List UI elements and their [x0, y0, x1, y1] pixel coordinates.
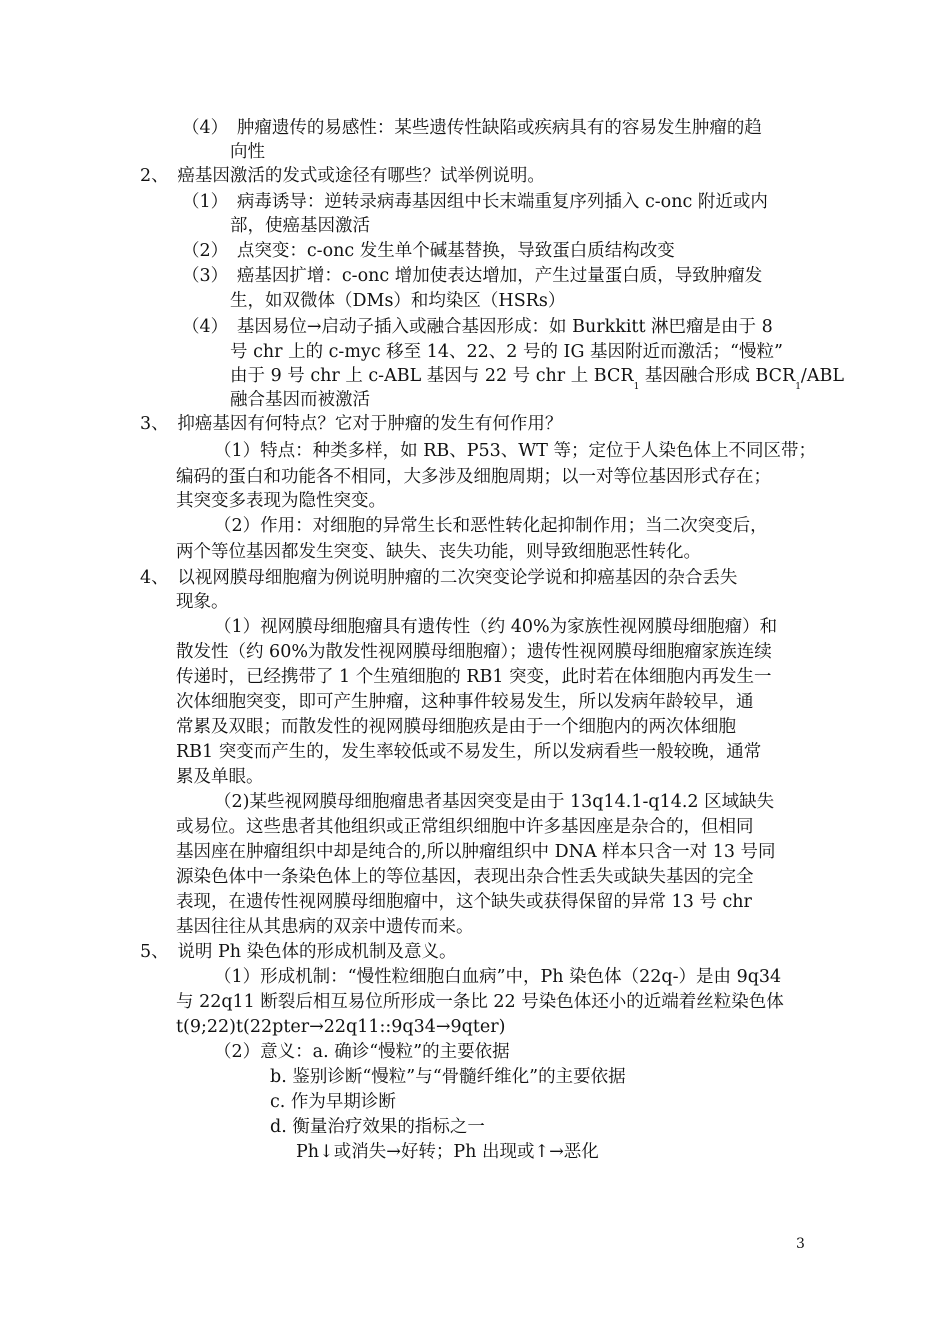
- bcr-text-c: /ABL: [800, 366, 844, 386]
- q5-item-b: b. 鉴别诊断“慢粒”与“骨髓纤维化”的主要依据: [270, 1067, 626, 1087]
- q2-item-3: （3） 癌基因扩增：c-onc 增加使表达增加，产生过量蛋白质，导致肿瘤发: [182, 266, 763, 286]
- q2-item-4: （4） 基因易位→启动子插入或融合基因形成：如 Burkkitt 淋巴瘤是由于 8: [182, 317, 773, 337]
- item-4-susceptibility-cont: 向性: [230, 142, 265, 162]
- q4-para-2-cont-4: 表现，在遗传性视网膜母细胞瘤中，这个缺失或获得保留的异常 13 号 chr: [176, 892, 752, 912]
- item-4-susceptibility: （4） 肿瘤遗传的易感性：某些遗传性缺陷或疾病具有的容易发生肿瘤的趋: [182, 118, 762, 138]
- question-3-heading: 3、 抑癌基因有何特点？它对于肿瘤的发生有何作用？: [140, 414, 563, 434]
- question-5-heading: 5、 说明 Ph 染色体的形成机制及意义。: [140, 942, 457, 962]
- q3-para-1-cont-2: 其突变多表现为隐性突变。: [176, 491, 386, 511]
- q3-para-2: （2）作用：对细胞的异常生长和恶性转化起抑制作用；当二次突变后，: [214, 516, 768, 536]
- q2-item-2: （2） 点突变：c-onc 发生单个碱基替换，导致蛋白质结构改变: [182, 241, 675, 261]
- bcr-text-a: 由于 9 号 chr 上 c-ABL 基因与 22 号 chr 上 BCR: [230, 366, 634, 386]
- q4-para-1: （1）视网膜母细胞瘤具有遗传性（约 40%为家族性视网膜母细胞瘤）和: [214, 617, 778, 637]
- q4-para-1-cont-4: 常累及双眼；而散发性的视网膜母细胞疚是由于一个细胞内的两次体细胞: [176, 717, 736, 737]
- question-4-heading: 4、 以视网膜母细胞瘤为例说明肿瘤的二次突变论学说和抑癌基因的杂合丢失: [140, 568, 738, 588]
- q4-para-2-cont-2: 基因座在肿瘤组织中却是纯合的,所以肿瘤组织中 DNA 样本只含一对 13 号同: [176, 842, 776, 862]
- q3-para-1: （1）特点：种类多样，如 RB、P53、WT 等；定位于人染色体上不同区带；: [214, 441, 816, 461]
- q3-para-2-cont: 两个等位基因都发生突变、缺失、丧失功能，则导致细胞恶性转化。: [176, 542, 701, 562]
- q5-item-d-detail: Ph↓或消失→好转；Ph 出现或↑→恶化: [296, 1142, 599, 1162]
- q2-item-1-cont: 部，使癌基因激活: [230, 216, 370, 236]
- q4-para-1-cont-2: 传递时，已经携带了 1 个生殖细胞的 RB1 突变，此时若在体细胞内再发生一: [176, 667, 772, 687]
- q4-para-1-cont-1: 散发性（约 60%为散发性视网膜母细胞瘤）；遗传性视网膜母细胞瘤家族连续: [176, 642, 772, 662]
- q4-para-1-cont-6: 累及单眼。: [176, 767, 264, 787]
- q5-para-1-cont-2: t(9;22)t(22pter→22q11::9q34→9qter): [176, 1017, 506, 1037]
- page-number: 3: [796, 1236, 805, 1252]
- question-4-heading-cont: 现象。: [176, 592, 229, 612]
- q5-para-1: （1）形成机制：“慢性粒细胞白血病”中，Ph 染色体（22q-）是由 9q34: [214, 967, 782, 987]
- q2-item-3-cont: 生，如双微体（DMs）和均染区（HSRs）: [230, 291, 566, 311]
- q4-para-1-cont-5: RB1 突变而产生的，发生率较低或不易发生，所以发病看些一般较晚，通常: [176, 742, 762, 762]
- q2-item-4-cont-1: 号 chr 上的 c-myc 移至 14、22、2 号的 IG 基因附近而激活；“慢粒”: [230, 342, 783, 362]
- bcr-text-b: 基因融合形成 BCR: [639, 366, 796, 386]
- q5-item-d: d. 衡量治疗效果的指标之一: [270, 1117, 485, 1137]
- bcr-subscript-1: 1: [633, 382, 640, 392]
- q2-item-4-cont-3: 融合基因而被激活: [230, 390, 370, 410]
- q4-para-2: （2)某些视网膜母细胞瘤患者基因突变是由于 13q14.1-q14.2 区域缺失: [214, 792, 775, 812]
- q5-para-2: （2）意义：a. 确诊“慢粒”的主要依据: [214, 1042, 510, 1062]
- question-2-heading: 2、 癌基因激活的发式或途径有哪些？试举例说明。: [140, 166, 545, 186]
- q3-para-1-cont-1: 编码的蛋白和功能各不相同，大多涉及细胞周期；以一对等位基因形式存在；: [176, 467, 771, 487]
- q4-para-2-cont-3: 源染色体中一条染色体上的等位基因，表现出杂合性丢失或缺失基因的完全: [176, 867, 754, 887]
- bcr-subscript-2: 1: [795, 382, 801, 392]
- q4-para-2-cont-1: 或易位。这些患者其他组织或正常组织细胞中许多基因座是杂合的，但相同: [176, 817, 754, 837]
- q2-item-1: （1） 病毒诱导：逆转录病毒基因组中长末端重复序列插入 c-onc 附近或内: [182, 192, 768, 212]
- q5-para-1-cont-1: 与 22q11 断裂后相互易位所形成一条比 22 号染色体还小的近端着丝粒染色体: [176, 992, 784, 1012]
- q5-item-c: c. 作为早期诊断: [270, 1092, 396, 1112]
- q4-para-1-cont-3: 次体细胞突变，即可产生肿瘤，这种事件较易发生，所以发病年龄较早，通: [176, 692, 754, 712]
- q4-para-2-cont-5: 基因往往从其患病的双亲中遗传而来。: [176, 917, 474, 937]
